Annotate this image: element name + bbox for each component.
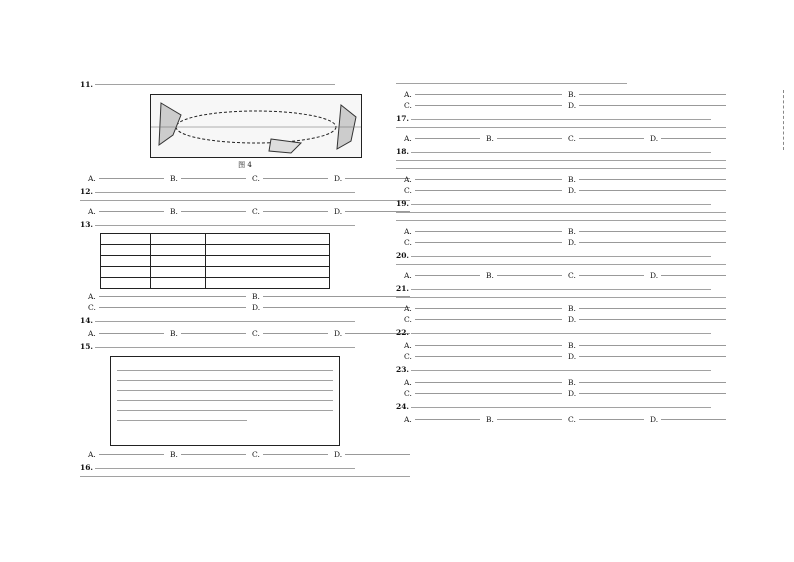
text-line [80,476,410,481]
route-map-graphic [151,95,361,157]
option-b[interactable] [486,134,562,143]
question-12 [80,187,410,216]
question-14 [80,316,410,338]
option-a[interactable] [88,174,164,183]
option-label: A. [404,415,412,424]
option-a[interactable] [404,304,562,313]
option-b[interactable] [170,450,246,459]
option-b[interactable] [170,174,246,183]
option-label: C. [88,303,96,312]
question-15 [80,342,410,459]
option-label: A. [404,341,412,350]
option-a[interactable] [88,292,246,301]
option-d[interactable] [650,271,726,280]
option-label: B. [568,227,576,236]
text-line [396,297,726,302]
question-13 [80,220,410,312]
option-label: C. [404,315,412,324]
question-18 [396,147,726,195]
question-21 [396,284,726,324]
question-number: 22. [396,328,410,337]
option-label: B. [568,378,576,387]
option-label: B. [568,90,576,99]
option-d[interactable] [568,186,726,195]
option-c[interactable] [568,415,644,424]
option-label: D. [568,315,577,324]
option-label: A. [404,134,412,143]
option-d[interactable] [252,303,410,312]
option-label: C. [252,450,260,459]
table-header [151,234,206,245]
table-row [101,256,330,267]
q18-options [404,175,726,195]
option-label: B. [170,329,178,338]
table-header [206,234,330,245]
option-a[interactable] [88,329,164,338]
option-a[interactable] [88,450,164,459]
table-row [101,267,330,278]
option-label: B. [486,415,494,424]
question-number: 17. [396,114,410,123]
option-label: D. [568,389,577,398]
option-label: A. [404,271,412,280]
option-label: D. [568,186,577,195]
table-header [101,234,151,245]
q11-options [88,174,410,183]
option-label: A. [88,292,96,301]
question-number: 19. [396,199,410,208]
option-label: C. [252,329,260,338]
option-c[interactable] [404,315,562,324]
question-23 [396,365,726,398]
text-line [396,160,726,165]
option-label: B. [170,174,178,183]
option-label: C. [404,238,412,247]
option-label: C. [404,186,412,195]
option-d[interactable] [334,450,410,459]
option-a[interactable] [404,341,562,350]
option-label: D. [568,101,577,110]
option-label: B. [170,450,178,459]
option-label: B. [486,134,494,143]
q23-options [404,378,726,398]
option-b[interactable] [486,415,562,424]
option-label: C. [568,134,576,143]
question-11 [80,80,410,183]
option-d[interactable] [568,352,726,361]
question-number: 23. [396,365,410,374]
option-label: D. [334,174,343,183]
option-label: C. [568,415,576,424]
q12-options [88,207,410,216]
text-line [396,212,726,217]
option-b[interactable] [568,227,726,236]
q16-options [404,90,726,110]
option-label: B. [568,341,576,350]
option-c[interactable] [404,389,562,398]
text-line [396,83,627,88]
page-edge-mark [783,90,790,150]
option-label: A. [404,378,412,387]
option-a[interactable] [404,415,480,424]
option-label: A. [88,174,96,183]
question-number: 14. [80,316,94,325]
option-a[interactable] [404,271,480,280]
option-c[interactable] [404,352,562,361]
option-b[interactable] [568,175,726,184]
option-label: A. [404,304,412,313]
option-b[interactable] [252,292,410,301]
right-column [396,80,726,428]
option-d[interactable] [568,101,726,110]
option-c[interactable] [252,450,328,459]
option-label: B. [252,292,260,301]
option-label: A. [404,227,412,236]
text-line [396,127,726,132]
option-c[interactable] [404,101,562,110]
q19-options [404,227,726,247]
option-c[interactable] [88,303,246,312]
option-label: B. [170,207,178,216]
question-24 [396,402,726,424]
option-a[interactable] [404,134,480,143]
option-c[interactable] [252,329,328,338]
option-label: D. [650,415,659,424]
q13-table [100,233,330,289]
option-label: D. [252,303,261,312]
option-label: C. [404,352,412,361]
question-number: 24. [396,402,410,411]
option-b[interactable] [568,304,726,313]
option-d[interactable] [568,315,726,324]
question-number: 12. [80,187,94,196]
option-d[interactable] [568,389,726,398]
option-label: D. [568,352,577,361]
option-label: C. [252,174,260,183]
option-label: A. [88,329,96,338]
option-b[interactable] [568,341,726,350]
option-b[interactable] [170,329,246,338]
option-label: D. [650,134,659,143]
option-c[interactable] [252,174,328,183]
figure-4-map [150,94,362,158]
option-label: A. [88,207,96,216]
text-line [396,168,726,173]
option-label: A. [88,450,96,459]
question-number: 11. [80,80,94,89]
question-17 [396,114,726,143]
option-label: D. [568,238,577,247]
option-label: B. [486,271,494,280]
left-column [80,80,410,481]
question-number: 21. [396,284,410,293]
option-b[interactable] [486,271,562,280]
q22-options [404,341,726,361]
q15-options [88,450,410,459]
option-label: D. [334,329,343,338]
question-number: 20. [396,251,410,260]
question-20 [396,251,726,280]
q15-quote-box [110,356,340,446]
option-a[interactable] [404,90,562,99]
option-a[interactable] [88,207,164,216]
option-label: C. [404,101,412,110]
text-line [396,220,726,225]
option-label: D. [650,271,659,280]
option-label: B. [568,175,576,184]
question-number: 15. [80,342,94,351]
option-a[interactable] [404,227,562,236]
question-22 [396,328,726,361]
option-b[interactable] [568,378,726,387]
q13-options [88,292,410,312]
option-b[interactable] [170,207,246,216]
question-number: 18. [396,147,410,156]
option-label: B. [568,304,576,313]
q17-options [404,134,726,143]
q24-options [404,415,726,424]
table-row [101,245,330,256]
option-c[interactable] [568,134,644,143]
option-label: D. [334,450,343,459]
question-number: 16. [80,463,94,472]
q20-options [404,271,726,280]
option-c[interactable] [404,238,562,247]
option-label: C. [252,207,260,216]
figure-caption: 图 4 [238,161,252,169]
option-label: C. [404,389,412,398]
question-19 [396,199,726,247]
option-c[interactable] [404,186,562,195]
option-label: A. [404,175,412,184]
option-c[interactable] [568,271,644,280]
question-number: 13. [80,220,94,229]
option-label: D. [334,207,343,216]
option-c[interactable] [252,207,328,216]
option-label: C. [568,271,576,280]
option-b[interactable] [568,90,726,99]
text-line [396,264,726,269]
table-row [101,278,330,289]
q14-options [88,329,410,338]
q21-options [404,304,726,324]
option-d[interactable] [650,134,726,143]
question-16-continued [396,83,726,110]
option-d[interactable] [650,415,726,424]
option-a[interactable] [404,175,562,184]
option-d[interactable] [568,238,726,247]
option-label: A. [404,90,412,99]
option-a[interactable] [404,378,562,387]
question-16 [80,463,410,481]
text-line [80,200,410,205]
